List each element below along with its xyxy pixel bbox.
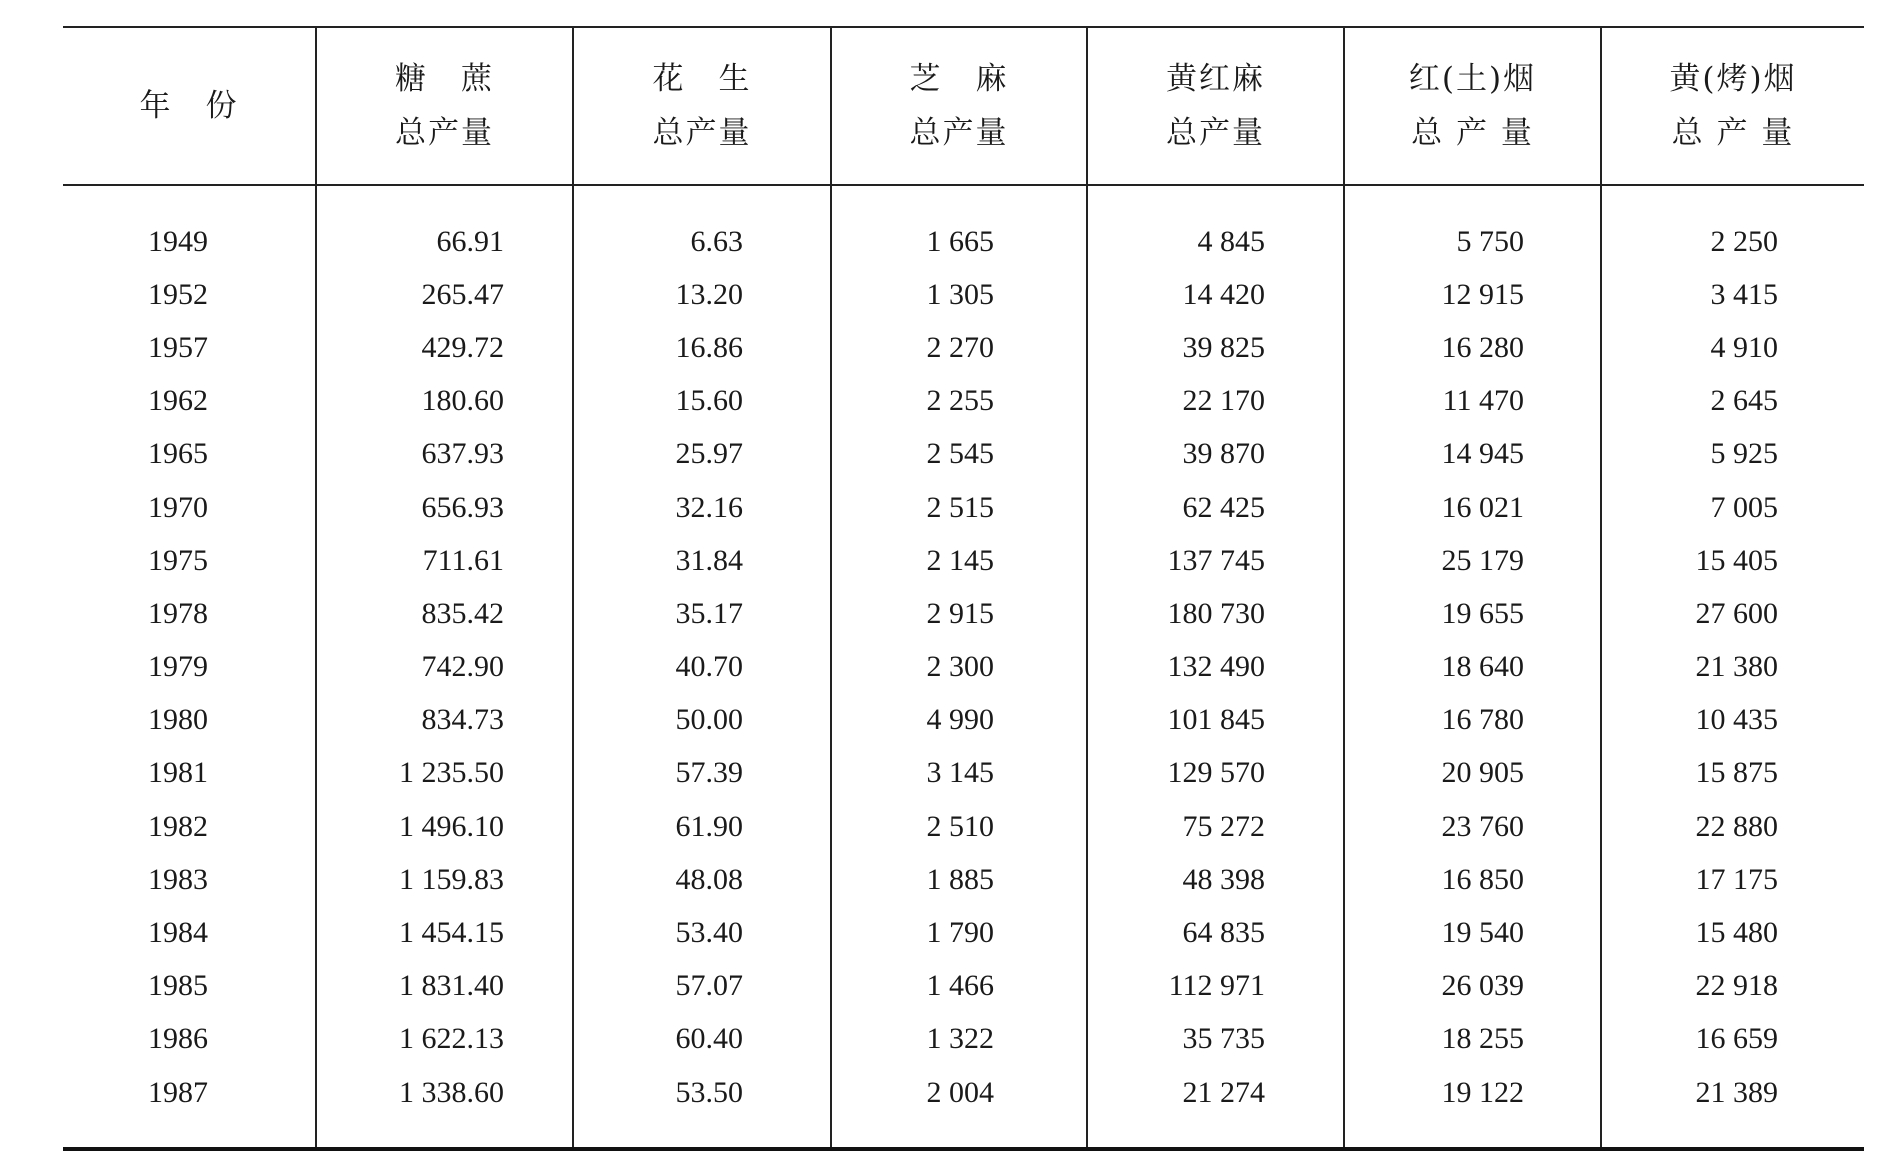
peanut-value: 25.97 xyxy=(573,428,831,481)
sesame-value: 2 515 xyxy=(831,481,1087,534)
flue-cured-tobacco-value: 10 435 xyxy=(1601,694,1864,747)
jute-kenaf-value: 21 274 xyxy=(1087,1066,1344,1119)
header-sun-cured-tobacco-line2: 总 产 量 xyxy=(1411,115,1534,151)
sun-cured-tobacco-value: 11 470 xyxy=(1344,375,1601,428)
header-flue-cured-tobacco-line2: 总 产 量 xyxy=(1671,115,1795,151)
sun-cured-tobacco-value: 26 039 xyxy=(1344,960,1601,1013)
sugarcane-value: 637.93 xyxy=(316,428,573,481)
year-cell: 1979 xyxy=(148,650,208,684)
flue-cured-tobacco-value: 15 480 xyxy=(1601,906,1864,959)
header-row xyxy=(63,27,1864,185)
sugarcane-value: 711.61 xyxy=(316,534,573,587)
jute-kenaf-value: 64 835 xyxy=(1087,906,1344,959)
peanut-value: 48.08 xyxy=(573,853,831,906)
sesame-value: 1 466 xyxy=(831,960,1087,1013)
sun-cured-tobacco-value: 16 780 xyxy=(1344,694,1601,747)
jute-kenaf-value: 180 730 xyxy=(1087,587,1344,640)
table-row xyxy=(63,481,1864,534)
header-peanut xyxy=(573,27,831,185)
jute-kenaf-value: 137 745 xyxy=(1087,534,1344,587)
table-row xyxy=(63,534,1864,587)
jute-kenaf-value: 22 170 xyxy=(1087,375,1344,428)
flue-cured-tobacco-value: 17 175 xyxy=(1601,853,1864,906)
header-jute-kenaf xyxy=(1087,27,1344,185)
sesame-value: 2 270 xyxy=(831,321,1087,374)
sun-cured-tobacco-value: 19 122 xyxy=(1344,1066,1601,1119)
header-year: 年 份 xyxy=(63,27,316,185)
sugarcane-value: 1 454.15 xyxy=(316,906,573,959)
peanut-value: 50.00 xyxy=(573,694,831,747)
sesame-value: 1 305 xyxy=(831,268,1087,321)
sugarcane-value: 66.91 xyxy=(316,215,573,268)
sugarcane-value: 1 622.13 xyxy=(316,1013,573,1066)
sun-cured-tobacco-value: 25 179 xyxy=(1344,534,1601,587)
year-cell: 1970 xyxy=(148,490,208,524)
sugarcane-value: 429.72 xyxy=(316,321,573,374)
header-sesame-line1: 芝 麻 xyxy=(909,61,1009,97)
table-row xyxy=(63,853,1864,906)
year-cell: 1980 xyxy=(148,703,208,737)
sugarcane-value: 742.90 xyxy=(316,641,573,694)
table-row xyxy=(63,268,1864,321)
sesame-value: 2 255 xyxy=(831,375,1087,428)
flue-cured-tobacco-value: 15 875 xyxy=(1601,747,1864,800)
table-row xyxy=(63,800,1864,853)
header-flue-cured-tobacco xyxy=(1601,27,1864,185)
header-peanut-line2: 总产量 xyxy=(652,115,752,151)
sesame-value: 1 885 xyxy=(831,853,1087,906)
peanut-value: 61.90 xyxy=(573,800,831,853)
sun-cured-tobacco-value: 16 280 xyxy=(1344,321,1601,374)
jute-kenaf-value: 48 398 xyxy=(1087,853,1344,906)
table-row xyxy=(63,906,1864,959)
header-sesame-line2: 总产量 xyxy=(909,115,1009,151)
jute-kenaf-value: 39 870 xyxy=(1087,428,1344,481)
sun-cured-tobacco-value: 16 850 xyxy=(1344,853,1601,906)
year-cell: 1978 xyxy=(148,596,208,630)
year-cell: 1962 xyxy=(148,384,208,418)
peanut-value: 40.70 xyxy=(573,641,831,694)
sesame-value: 2 545 xyxy=(831,428,1087,481)
jute-kenaf-value: 4 845 xyxy=(1087,215,1344,268)
sugarcane-value: 265.47 xyxy=(316,268,573,321)
table-row xyxy=(63,1013,1864,1066)
sugarcane-value: 656.93 xyxy=(316,481,573,534)
flue-cured-tobacco-value: 4 910 xyxy=(1601,321,1864,374)
jute-kenaf-value: 132 490 xyxy=(1087,641,1344,694)
peanut-value: 13.20 xyxy=(573,268,831,321)
header-sugarcane-line1: 糖 蔗 xyxy=(395,61,494,97)
sugarcane-value: 1 338.60 xyxy=(316,1066,573,1119)
table-body xyxy=(63,185,1864,1149)
table-row xyxy=(63,1066,1864,1119)
flue-cured-tobacco-value: 7 005 xyxy=(1601,481,1864,534)
year-cell: 1984 xyxy=(148,916,208,950)
table-row xyxy=(63,428,1864,481)
peanut-value: 16.86 xyxy=(573,321,831,374)
header-jute-kenaf-line1: 黄红麻 xyxy=(1166,61,1265,97)
table-row xyxy=(63,747,1864,800)
sesame-value: 2 915 xyxy=(831,587,1087,640)
peanut-value: 35.17 xyxy=(573,587,831,640)
flue-cured-tobacco-value: 2 250 xyxy=(1601,215,1864,268)
sun-cured-tobacco-value: 23 760 xyxy=(1344,800,1601,853)
sesame-value: 1 790 xyxy=(831,906,1087,959)
sun-cured-tobacco-value: 19 540 xyxy=(1344,906,1601,959)
sugarcane-value: 180.60 xyxy=(316,375,573,428)
header-peanut-line1: 花 生 xyxy=(652,61,752,97)
sesame-value: 1 665 xyxy=(831,215,1087,268)
table-row xyxy=(63,321,1864,374)
peanut-value: 31.84 xyxy=(573,534,831,587)
year-cell: 1981 xyxy=(148,756,208,790)
year-cell: 1982 xyxy=(148,809,208,843)
sun-cured-tobacco-value: 20 905 xyxy=(1344,747,1601,800)
peanut-value: 53.40 xyxy=(573,906,831,959)
jute-kenaf-value: 112 971 xyxy=(1087,960,1344,1013)
sun-cured-tobacco-value: 5 750 xyxy=(1344,215,1601,268)
flue-cured-tobacco-value: 21 389 xyxy=(1601,1066,1864,1119)
jute-kenaf-value: 62 425 xyxy=(1087,481,1344,534)
sugarcane-value: 1 831.40 xyxy=(316,960,573,1013)
table-row xyxy=(63,215,1864,268)
sun-cured-tobacco-value: 16 021 xyxy=(1344,481,1601,534)
header-sugarcane xyxy=(316,27,573,185)
header-sun-cured-tobacco-line1: 红(土)烟 xyxy=(1408,61,1537,97)
spacer-row-top xyxy=(63,185,1864,215)
spacer-row-bottom xyxy=(63,1119,1864,1149)
header-sun-cured-tobacco xyxy=(1344,27,1601,185)
peanut-value: 60.40 xyxy=(573,1013,831,1066)
sesame-value: 2 300 xyxy=(831,641,1087,694)
year-cell: 1986 xyxy=(148,1022,208,1056)
header-flue-cured-tobacco-line1: 黄(烤)烟 xyxy=(1669,61,1797,97)
table-header xyxy=(63,27,1864,185)
year-cell: 1957 xyxy=(148,330,208,364)
table-row xyxy=(63,587,1864,640)
header-sugarcane-line2: 总产量 xyxy=(395,115,494,151)
jute-kenaf-value: 129 570 xyxy=(1087,747,1344,800)
flue-cured-tobacco-value: 15 405 xyxy=(1601,534,1864,587)
peanut-value: 6.63 xyxy=(573,215,831,268)
sesame-value: 2 510 xyxy=(831,800,1087,853)
table-row xyxy=(63,694,1864,747)
table-row xyxy=(63,641,1864,694)
year-cell: 1985 xyxy=(148,969,208,1003)
flue-cured-tobacco-value: 2 645 xyxy=(1601,375,1864,428)
sun-cured-tobacco-value: 14 945 xyxy=(1344,428,1601,481)
flue-cured-tobacco-value: 27 600 xyxy=(1601,587,1864,640)
production-table xyxy=(63,26,1864,1151)
table-row xyxy=(63,960,1864,1013)
jute-kenaf-value: 101 845 xyxy=(1087,694,1344,747)
year-cell: 1975 xyxy=(148,543,208,577)
sugarcane-value: 1 159.83 xyxy=(316,853,573,906)
sun-cured-tobacco-value: 19 655 xyxy=(1344,587,1601,640)
sugarcane-value: 1 235.50 xyxy=(316,747,573,800)
flue-cured-tobacco-value: 21 380 xyxy=(1601,641,1864,694)
table-row xyxy=(63,375,1864,428)
jute-kenaf-value: 39 825 xyxy=(1087,321,1344,374)
year-cell: 1949 xyxy=(148,224,208,258)
sun-cured-tobacco-value: 18 640 xyxy=(1344,641,1601,694)
jute-kenaf-value: 35 735 xyxy=(1087,1013,1344,1066)
jute-kenaf-value: 14 420 xyxy=(1087,268,1344,321)
sun-cured-tobacco-value: 18 255 xyxy=(1344,1013,1601,1066)
flue-cured-tobacco-value: 22 918 xyxy=(1601,960,1864,1013)
sun-cured-tobacco-value: 12 915 xyxy=(1344,268,1601,321)
year-cell: 1965 xyxy=(148,437,208,471)
flue-cured-tobacco-value: 5 925 xyxy=(1601,428,1864,481)
peanut-value: 32.16 xyxy=(573,481,831,534)
sugarcane-value: 834.73 xyxy=(316,694,573,747)
flue-cured-tobacco-value: 3 415 xyxy=(1601,268,1864,321)
peanut-value: 57.39 xyxy=(573,747,831,800)
peanut-value: 15.60 xyxy=(573,375,831,428)
sesame-value: 2 145 xyxy=(831,534,1087,587)
peanut-value: 57.07 xyxy=(573,960,831,1013)
sugarcane-value: 1 496.10 xyxy=(316,800,573,853)
year-cell: 1952 xyxy=(148,277,208,311)
sesame-value: 4 990 xyxy=(831,694,1087,747)
flue-cured-tobacco-value: 22 880 xyxy=(1601,800,1864,853)
sesame-value: 2 004 xyxy=(831,1066,1087,1119)
sesame-value: 1 322 xyxy=(831,1013,1087,1066)
peanut-value: 53.50 xyxy=(573,1066,831,1119)
header-jute-kenaf-line2: 总产量 xyxy=(1166,115,1265,151)
year-cell: 1983 xyxy=(148,862,208,896)
header-sesame xyxy=(831,27,1087,185)
sesame-value: 3 145 xyxy=(831,747,1087,800)
sugarcane-value: 835.42 xyxy=(316,587,573,640)
year-cell: 1987 xyxy=(148,1075,208,1109)
jute-kenaf-value: 75 272 xyxy=(1087,800,1344,853)
flue-cured-tobacco-value: 16 659 xyxy=(1601,1013,1864,1066)
